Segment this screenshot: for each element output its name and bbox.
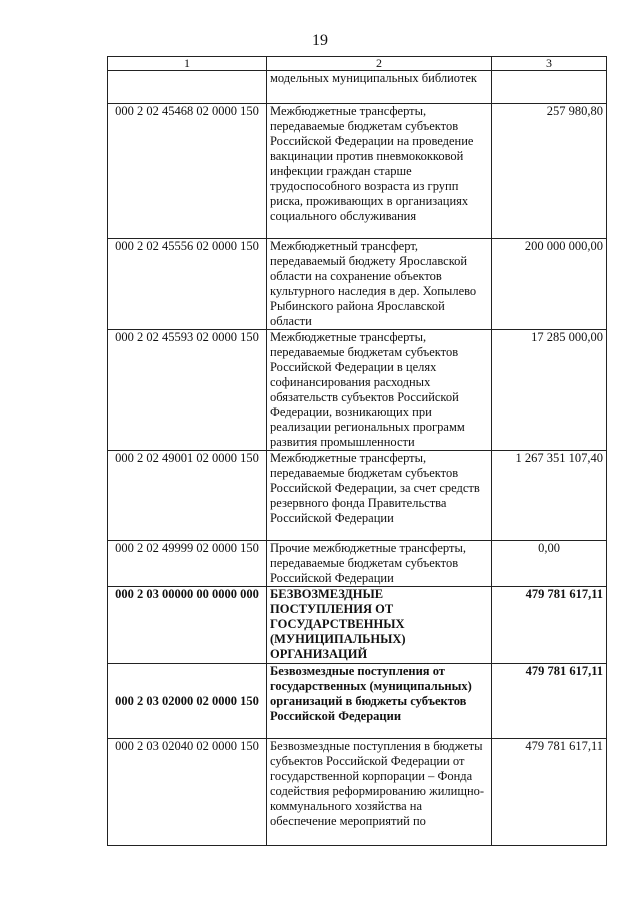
table-row xyxy=(108,104,607,239)
row-amount: 479 781 617,11 xyxy=(492,664,607,739)
row-code: 000 2 02 45468 02 0000 150 xyxy=(108,104,267,239)
row-name: Безвозмездные поступления в бюджеты субъектов Российской Федерации от государственной корпорации – Фонда содействия реформированию жилищно-коммунального хозяйства на обеспечение мероприятий по xyxy=(267,739,492,846)
row-amount: 17 285 000,00 xyxy=(492,330,607,451)
column-header-3: 3 xyxy=(492,57,607,71)
table-row xyxy=(108,71,607,104)
row-amount: 1 267 351 107,40 xyxy=(492,451,607,541)
table-row xyxy=(108,739,607,846)
row-name: Прочие межбюджетные трансферты, передаваемые бюджетам субъектов Российской Федерации xyxy=(267,541,492,587)
column-header-2: 2 xyxy=(267,57,492,71)
row-code: 000 2 03 02000 02 0000 150 xyxy=(108,664,267,739)
column-header-1: 1 xyxy=(108,57,267,71)
revenue-table xyxy=(107,56,607,846)
row-amount: 200 000 000,00 xyxy=(492,239,607,330)
table-row xyxy=(108,330,607,451)
row-name: БЕЗВОЗМЕЗДНЫЕ ПОСТУПЛЕНИЯ ОТ ГОСУДАРСТВЕННЫХ (МУНИЦИПАЛЬНЫХ) ОРГАНИЗАЦИЙ xyxy=(267,587,492,664)
row-amount: 479 781 617,11 xyxy=(492,739,607,846)
row-amount: 257 980,80 xyxy=(492,104,607,239)
row-code xyxy=(108,71,267,104)
row-code: 000 2 02 49999 02 0000 150 xyxy=(108,541,267,587)
row-amount: 479 781 617,11 xyxy=(492,587,607,664)
page-number: 19 xyxy=(312,32,328,49)
row-name: Межбюджетные трансферты, передаваемые бюджетам субъектов Российской Федерации в целях софинансирования расходных обязательств субъектов Российской Федерации, возникающих при реализации региональных программ развития промышленности xyxy=(267,330,492,451)
row-amount: 0,00 xyxy=(492,541,607,587)
row-name: Межбюджетные трансферты, передаваемые бюджетам субъектов Российской Федерации, за счет средств резервного фонда Правительства Российской Федерации xyxy=(267,451,492,541)
row-code: 000 2 02 45593 02 0000 150 xyxy=(108,330,267,451)
row-name: модельных муниципальных библиотек xyxy=(267,71,492,104)
table-header-row xyxy=(108,57,607,71)
table-row xyxy=(108,664,607,739)
row-code: 000 2 02 45556 02 0000 150 xyxy=(108,239,267,330)
row-code: 000 2 03 00000 00 0000 000 xyxy=(108,587,267,664)
row-code: 000 2 03 02040 02 0000 150 xyxy=(108,739,267,846)
row-name: Безвозмездные поступления от государственных (муниципальных) организаций в бюджеты субъектов Российской Федерации xyxy=(267,664,492,739)
table-row xyxy=(108,587,607,664)
row-code: 000 2 02 49001 02 0000 150 xyxy=(108,451,267,541)
table-row xyxy=(108,451,607,541)
row-name: Межбюджетный трансферт, передаваемый бюджету Ярославской области на сохранение объектов культурного наследия в дер. Хопылево Рыбинского района Ярославской области xyxy=(267,239,492,330)
row-amount xyxy=(492,71,607,104)
table-row xyxy=(108,239,607,330)
table-row xyxy=(108,541,607,587)
row-name: Межбюджетные трансферты, передаваемые бюджетам субъектов Российской Федерации на проведение вакцинации против пневмококковой инфекции граждан старше трудоспособного возраста из групп риска, проживающих в организациях социального обслуживания xyxy=(267,104,492,239)
